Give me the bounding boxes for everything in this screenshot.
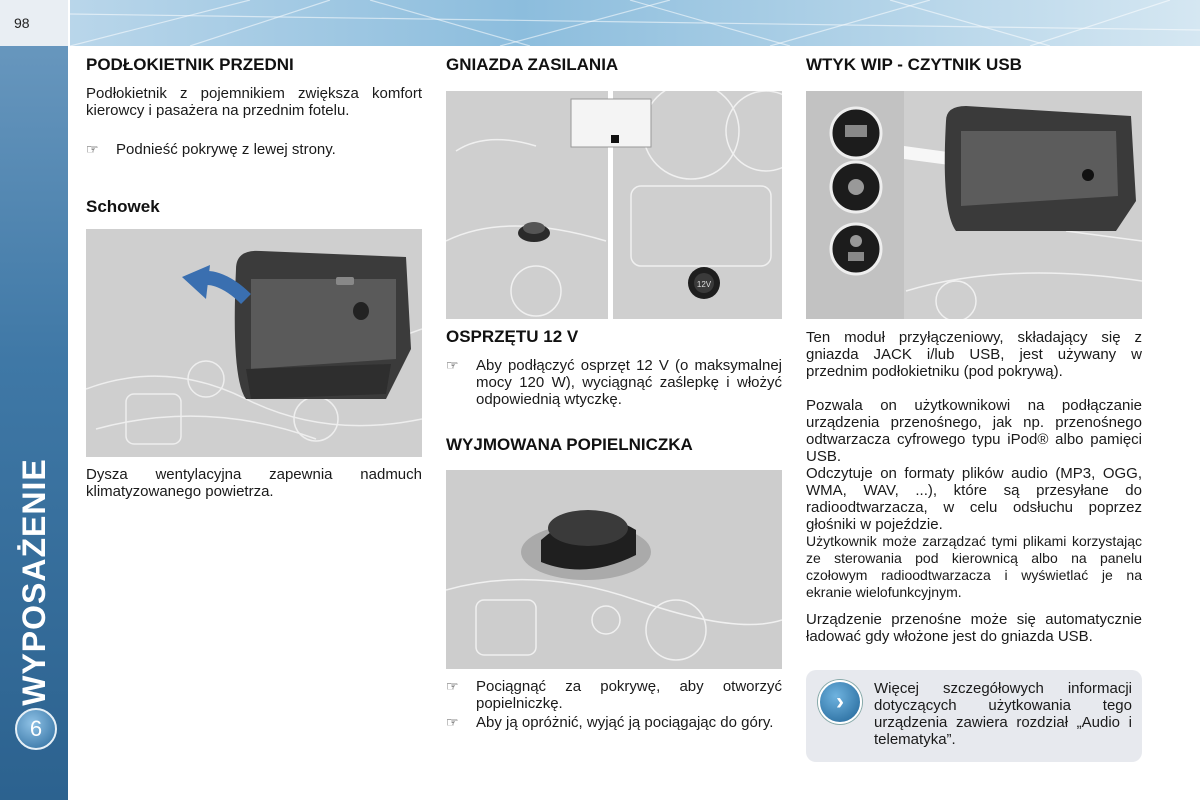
header-pattern bbox=[70, 0, 1200, 46]
page-number-box bbox=[0, 0, 68, 46]
accessory-12v-bullet bbox=[446, 357, 782, 408]
usb-box-title: WTYK WIP - CZYTNIK USB bbox=[806, 55, 1022, 74]
section-title: WYPOSAŻENIE bbox=[16, 458, 52, 706]
ashtray-bullet-1 bbox=[446, 678, 782, 712]
ashtray-bullet-2 bbox=[446, 714, 782, 731]
usb-box-drawing bbox=[806, 91, 1142, 319]
info-note bbox=[806, 670, 1142, 762]
power-socket-illustration bbox=[446, 91, 782, 319]
armrest-bullet bbox=[86, 141, 422, 158]
accessory-12v-title: OSPRZĘTU 12 V bbox=[446, 327, 579, 346]
chevron-right-icon: › bbox=[818, 680, 862, 724]
ashtray-title: WYJMOWANA POPIELNICZKA bbox=[446, 435, 693, 454]
page-number: 98 bbox=[14, 15, 30, 31]
accessory-12v-text: Aby podłączyć osprzęt 12 V (o maksymalnej mocy 120 W), wyciągnąć zaślepkę i włożyć odpowiednią wtyczkę. bbox=[476, 357, 782, 408]
glovebox-title: Schowek bbox=[86, 197, 160, 216]
usb-para-4: Użytkownik może zarządzać tymi plikami korzystając ze sterowania pod kierownicą albo na panelu czołowym radioodtwarzacza i wyświetlać je na ekranie wielofunkcyjnym. bbox=[806, 533, 1142, 600]
armrest-title: PODŁOKIETNIK PRZEDNI bbox=[86, 55, 294, 74]
ashtray-drawing bbox=[446, 470, 782, 669]
usb-para-3: Odczytuje on formaty plików audio (MP3, OGG, WMA, WAV, ...), które są przesyłane do radioodtwarzacza, w celu odsłuchu poprzez głośniki w pojeździe. bbox=[806, 465, 1142, 533]
ashtray-illustration bbox=[446, 470, 782, 669]
usb-box-illustration bbox=[806, 91, 1142, 319]
header-band bbox=[70, 0, 1200, 46]
power-socket-drawing bbox=[446, 91, 782, 319]
info-note-text: Więcej szczegółowych informacji dotyczących użytkowania tego urządzenia zawiera rozdział „Audio i telematyka”. bbox=[874, 680, 1132, 748]
usb-para-1: Ten moduł przyłączeniowy, składający się z gniazda JACK i/lub USB, jest używany w przednim podłokietniku (pod pokrywą). bbox=[806, 329, 1142, 380]
armrest-bullet-text: Podnieść pokrywę z lewej strony. bbox=[116, 141, 336, 158]
usb-para-2: Pozwala on użytkownikowi na podłączanie urządzenia przenośnego, jak np. przenośnego odtwarzacza cyfrowego typu iPod® albo pamięci USB. bbox=[806, 397, 1142, 465]
ashtray-bullet-1-text: Pociągnąć za pokrywę, aby otworzyć popielniczkę. bbox=[476, 678, 782, 712]
armrest-intro: Podłokietnik z pojemnikiem zwiększa komfort kierowcy i pasażera na przednim fotelu. bbox=[86, 85, 422, 119]
glovebox-drawing bbox=[86, 229, 422, 457]
pointing-hand-icon: ☞ bbox=[446, 678, 459, 694]
socket-12v-label: 12V bbox=[696, 280, 712, 289]
pointing-hand-icon: ☞ bbox=[86, 141, 99, 157]
power-sockets-title: GNIAZDA ZASILANIA bbox=[446, 55, 619, 74]
pointing-hand-icon: ☞ bbox=[446, 714, 459, 730]
pointing-hand-icon: ☞ bbox=[446, 357, 459, 373]
ashtray-bullet-2-text: Aby ją opróżnić, wyjąć ją pociągając do góry. bbox=[476, 714, 774, 731]
glovebox-illustration bbox=[86, 229, 422, 457]
vent-caption: Dysza wentylacyjna zapewnia nadmuch klimatyzowanego powietrza. bbox=[86, 466, 422, 500]
usb-para-5: Urządzenie przenośne może się automatycznie ładować gdy włożone jest do gniazda USB. bbox=[806, 611, 1142, 645]
chapter-badge: 6 bbox=[15, 708, 57, 750]
